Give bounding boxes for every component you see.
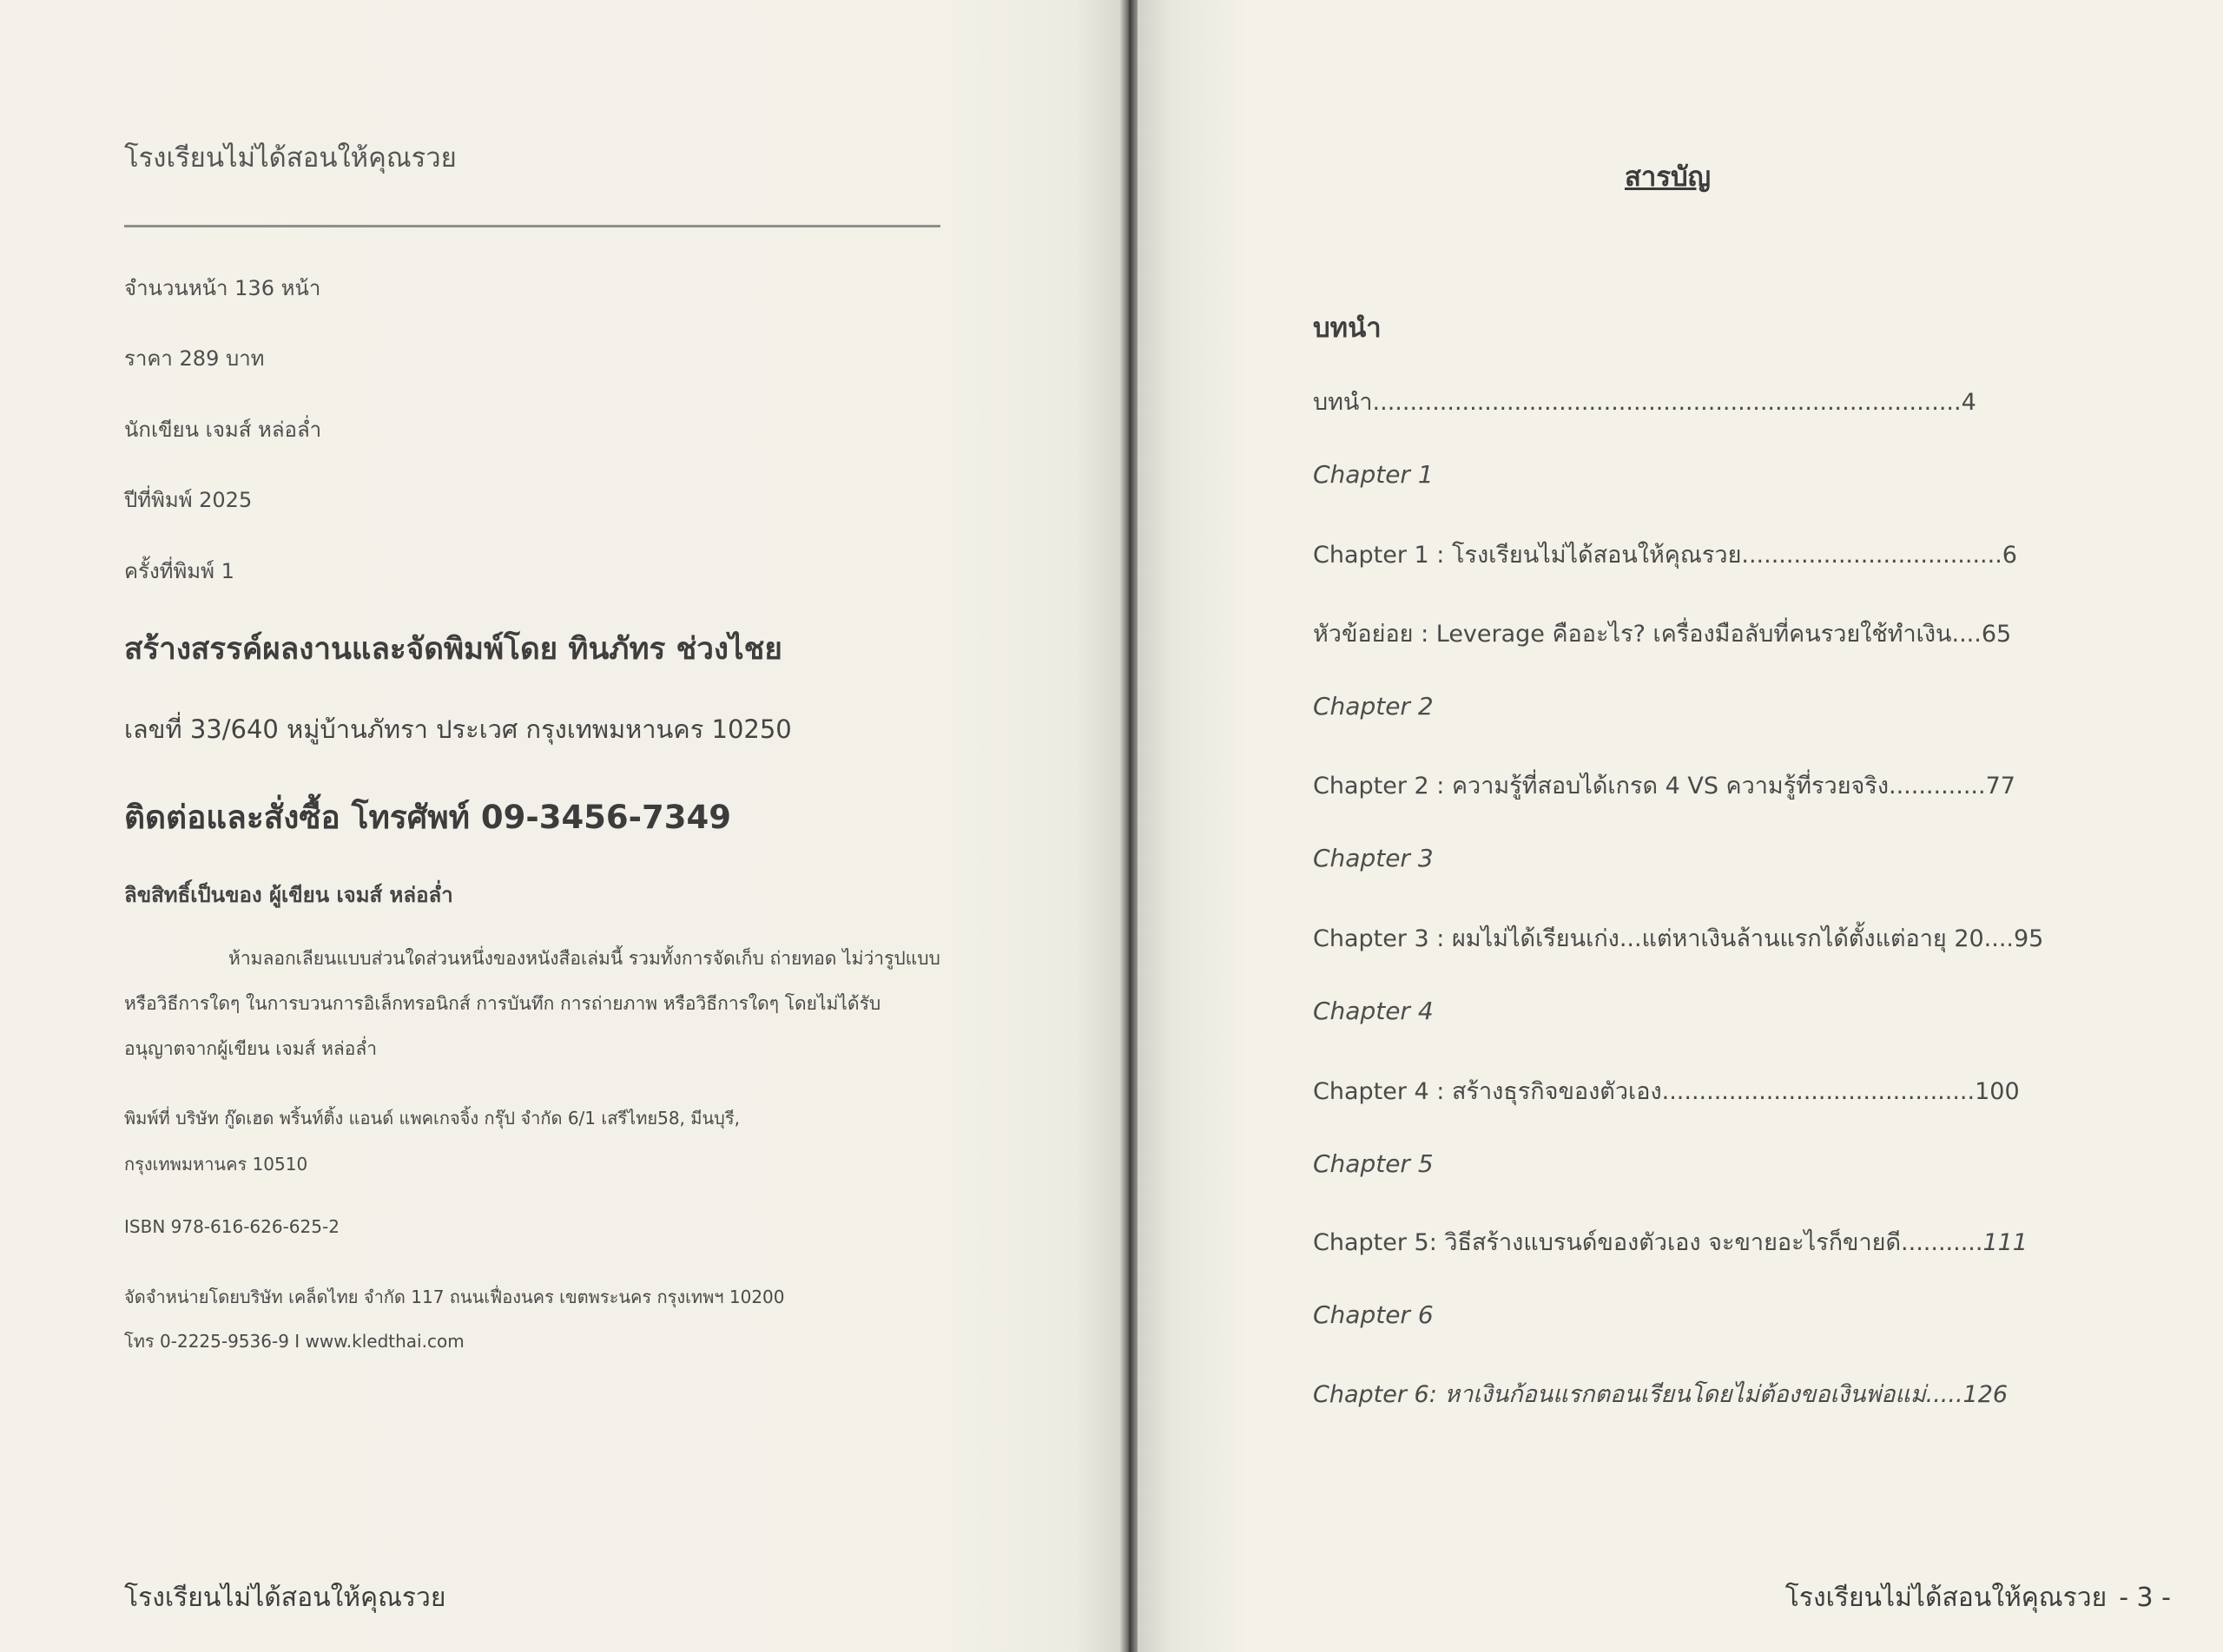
- page-count: จำนวนหน้า 136 หน้า: [124, 276, 321, 300]
- toc-intro-entry: บทนำ...............................................................................4: [1313, 389, 1976, 416]
- publisher-address: เลขที่ 33/640 หมู่บ้านภัทรา ประเวศ กรุงเทพมหานคร 10250: [124, 714, 792, 744]
- toc-chapter-1-subtopic: หัวข้อย่อย : Leverage คืออะไร? เครื่องมือลับที่คนรวยใช้ทำเงิน....65: [1313, 621, 2012, 648]
- toc-intro-heading: บทนำ: [1313, 313, 1382, 344]
- page-number: - 3 -: [2119, 1583, 2171, 1613]
- copyright-line: ลิขสิทธิ์เป็นของ ผู้เขียน เจมส์ หล่อล่ำ: [124, 883, 453, 907]
- toc-chapter-6-entry: Chapter 6: หาเงินก้อนแรกตอนเรียนโดยไม่ต้องขอเงินพ่อแม่.....126: [1313, 1381, 2009, 1408]
- toc-chapter-5-page: 111: [1982, 1229, 2028, 1256]
- toc-chapter-1-entry: Chapter 1 : โรงเรียนไม่ได้สอนให้คุณรวย...................................6: [1313, 542, 2017, 569]
- contact-line: ติดต่อและสั่งซื้อ โทรศัพท์ 09-3456-7349: [124, 799, 732, 836]
- toc-chapter-4-heading: Chapter 4: [1313, 997, 1434, 1025]
- footer-book-title: โรงเรียนไม่ได้สอนให้คุณรวย: [1784, 1583, 2108, 1613]
- toc-chapter-4-entry: Chapter 4 : สร้างธุรกิจของตัวเอง..........................................100: [1313, 1078, 2020, 1105]
- running-footer: โรงเรียนไม่ได้สอนให้คุณรวย: [124, 1583, 446, 1613]
- toc-title: สารบัญ: [1625, 161, 1712, 193]
- toc-chapter-2-entry: Chapter 2 : ความรู้ที่สอบได้เกรด 4 VS ความรู้ที่รวยจริง.............77: [1313, 773, 2015, 800]
- toc-chapter-2-heading: Chapter 2: [1313, 692, 1434, 721]
- producer-line: สร้างสรรค์ผลงานและจัดพิมพ์โดย ทินภัทร ช่วงไชย: [124, 632, 782, 667]
- isbn: ISBN 978-616-626-625-2: [124, 1216, 340, 1237]
- price: ราคา 289 บาท: [124, 346, 265, 371]
- running-header: โรงเรียนไม่ได้สอนให้คุณรวย: [124, 142, 457, 174]
- printer-line-2: กรุงเทพมหานคร 10510: [124, 1154, 308, 1175]
- toc-chapter-3-entry: Chapter 3 : ผมไม่ได้เรียนเก่ง...แต่หาเงินล้านแรกได้ตั้งแต่อายุ 20....95: [1313, 925, 2044, 952]
- header-rule: [124, 225, 940, 227]
- printer-line-1: พิมพ์ที่ บริษัท กู๊ดเฮด พริ้นท์ติ้ง แอนด์ แพคเกจจิ้ง กรุ๊ป จำกัด 6/1 เสรีไทย58, มีนบุรี,: [124, 1108, 740, 1129]
- toc-chapter-3-heading: Chapter 3: [1313, 844, 1434, 872]
- toc-chapter-1-heading: Chapter 1: [1313, 460, 1434, 489]
- running-footer-right: [1785, 1577, 2171, 1618]
- book-gutter: [1120, 0, 1138, 1652]
- distributor-contact: โทร 0-2225-9536-9 I www.kledthai.com: [124, 1331, 465, 1352]
- author: นักเขียน เจมส์ หล่อล่ำ: [124, 418, 322, 442]
- copyright-notice: ห้ามลอกเลียนแบบส่วนใดส่วนหนึ่งของหนังสือเล่มนี้ รวมทั้งการจัดเก็บ ถ่ายทอด ไม่ว่ารูปแบบหรือวิธีการใดๆ ในการบวนการอิเล็กทรอนิกส์ การบันทึก การถ่ายภาพ หรือวิธีการใดๆ โดยไม่ได้รับอนุญาตจากผู้เขียน เจมส์ หล่อล่ำ: [124, 948, 940, 1059]
- distributor-line: จัดจำหน่ายโดยบริษัท เคล็ดไทย จำกัด 117 ถนนเฟื่องนคร เขตพระนคร กรุงเทพฯ 10200: [124, 1287, 785, 1307]
- publication-year: ปีที่พิมพ์ 2025: [124, 488, 253, 512]
- toc-chapter-6-heading: Chapter 6: [1313, 1300, 1434, 1329]
- toc-chapter-5-entry-text: Chapter 5: วิธีสร้างแบรนด์ของตัวเอง จะขายอะไรก็ขายดี...........: [1313, 1229, 1983, 1256]
- toc-chapter-5-entry: [1313, 1223, 2028, 1260]
- edition: ครั้งที่พิมพ์ 1: [124, 559, 234, 583]
- toc-chapter-5-heading: Chapter 5: [1313, 1149, 1434, 1178]
